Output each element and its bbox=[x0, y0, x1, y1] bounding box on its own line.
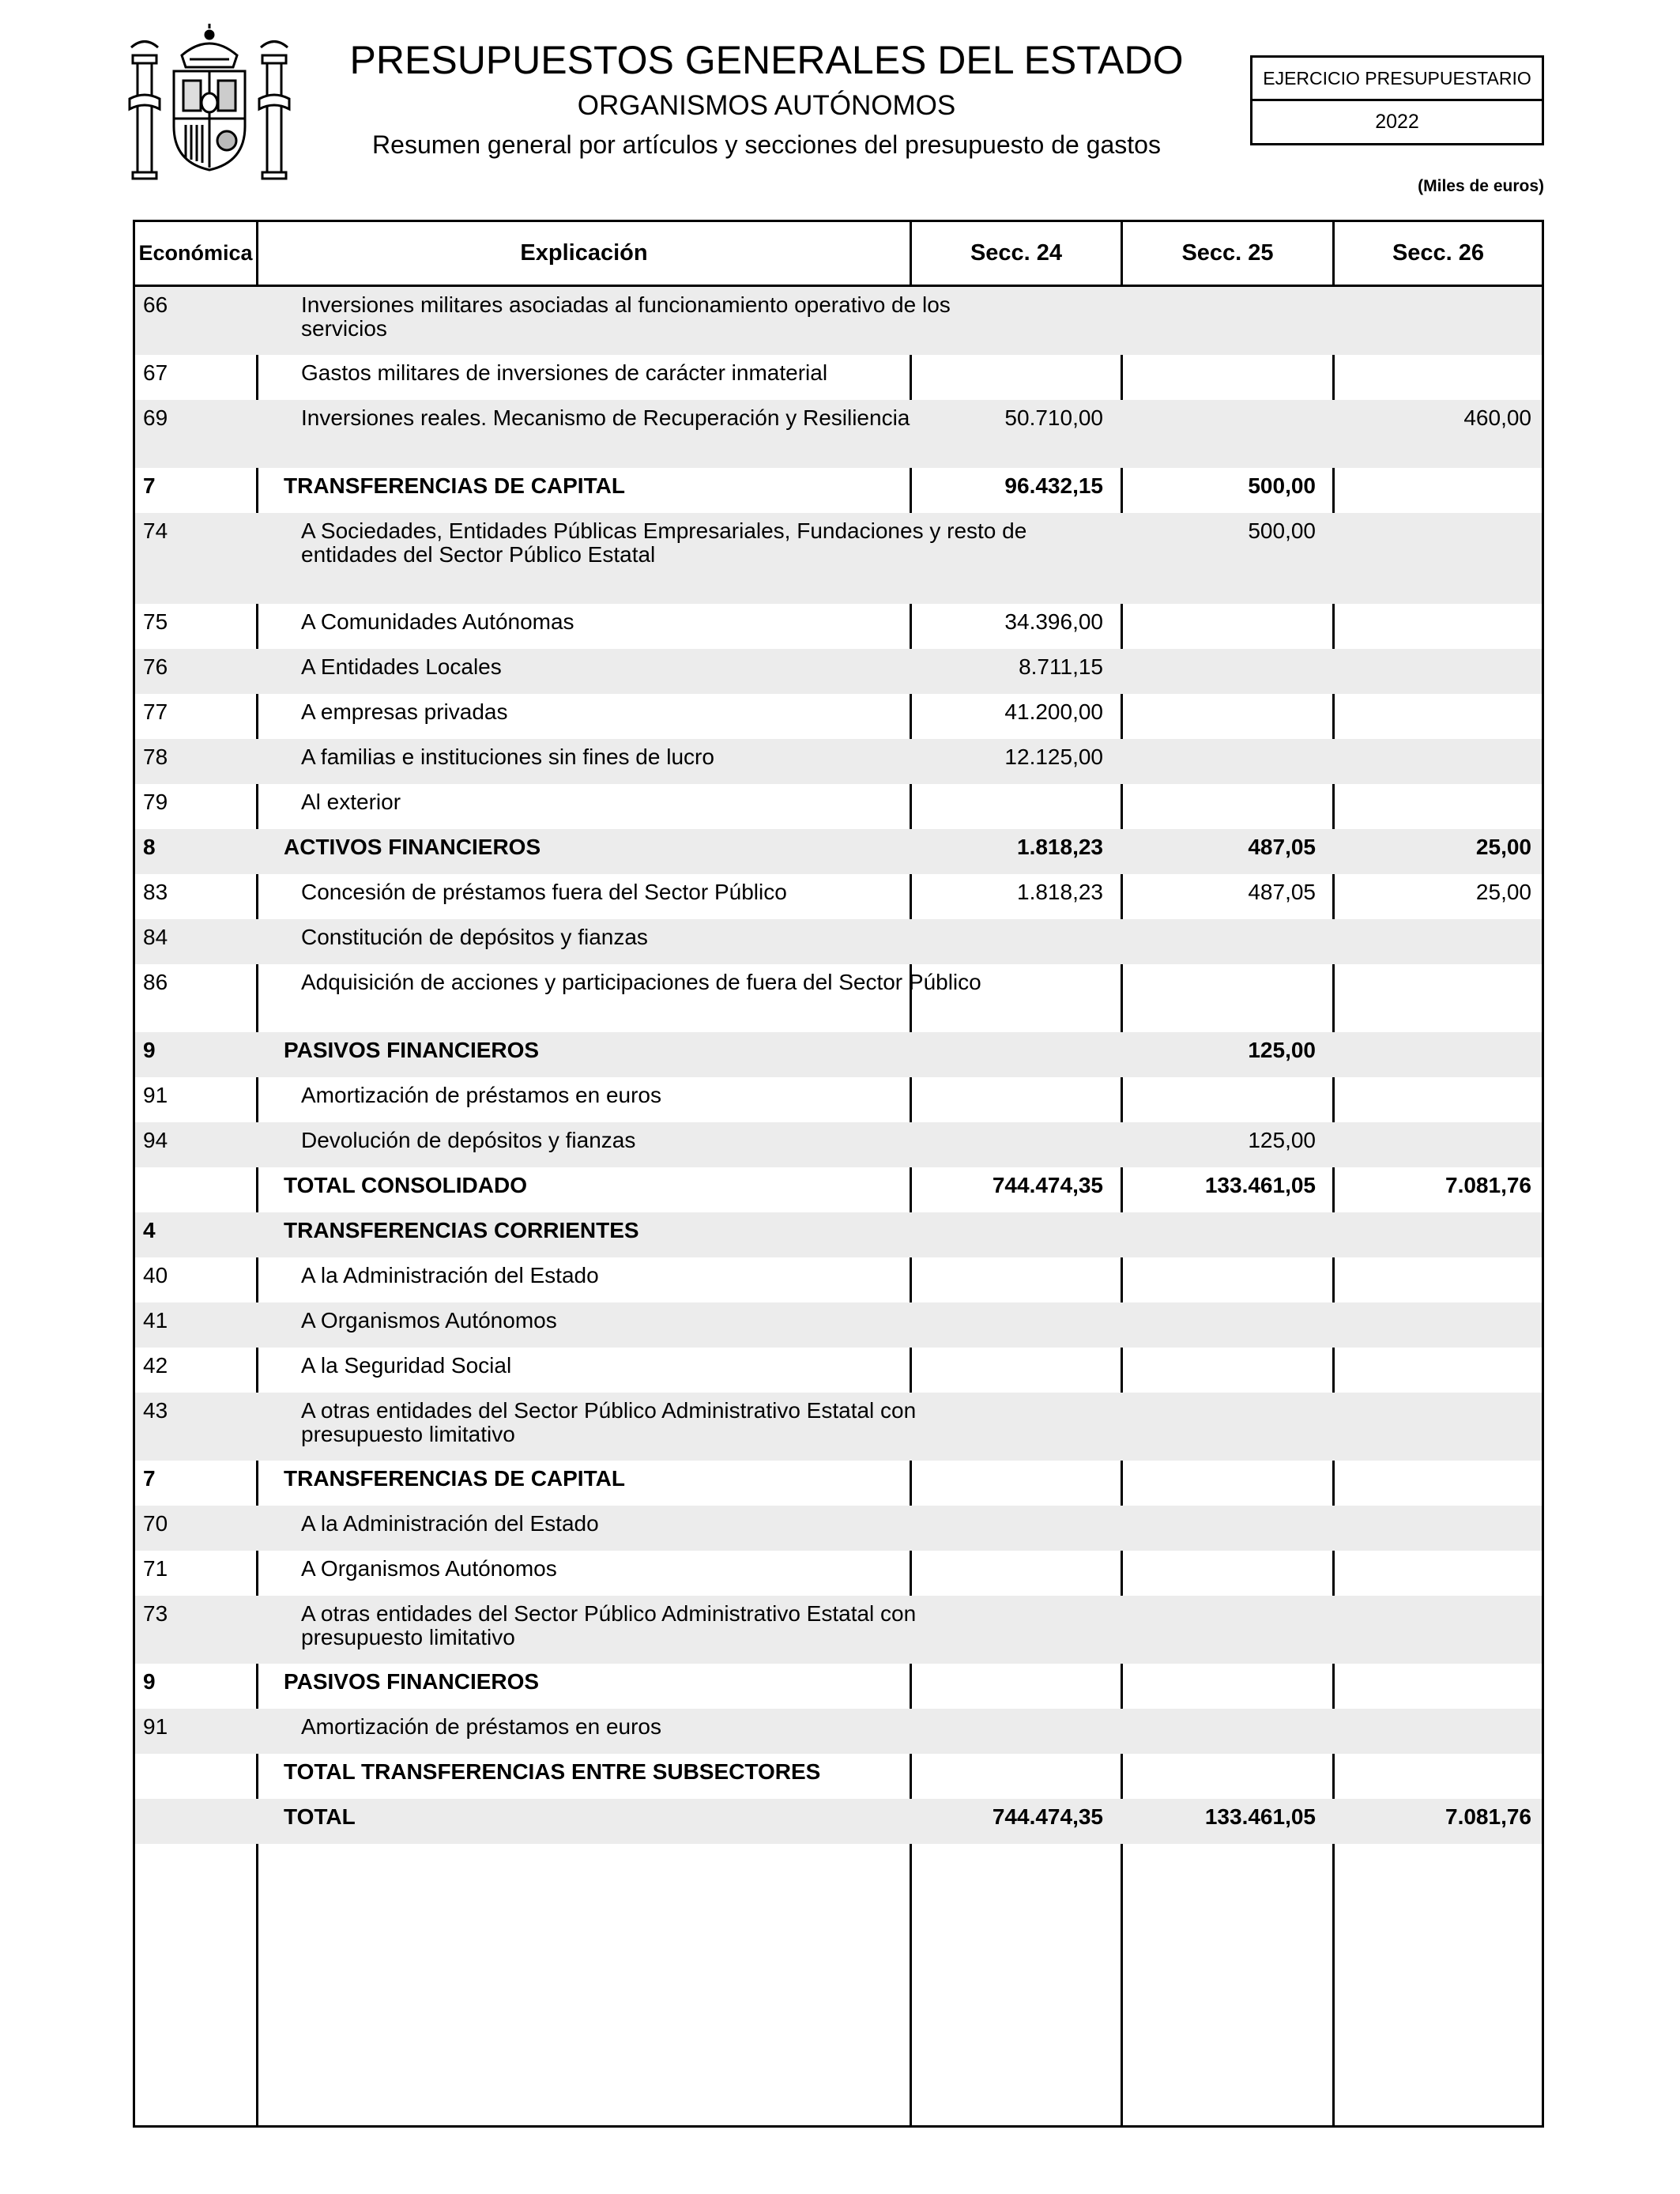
table-row bbox=[135, 400, 1542, 468]
row-explanation: A Sociedades, Entidades Públicas Empresariales, Fundaciones y resto de entidades del Sector Público Estatal bbox=[301, 518, 1027, 567]
row-explanation: PASIVOS FINANCIEROS bbox=[284, 1038, 540, 1062]
units-note: (Miles de euros) bbox=[1418, 177, 1544, 195]
economic-code: 77 bbox=[143, 699, 168, 724]
secc-24-value: 744.474,35 bbox=[992, 1804, 1103, 1829]
page-title: PRESUPUESTOS GENERALES DEL ESTADO bbox=[349, 38, 1184, 82]
row-explanation: Concesión de préstamos fuera del Sector Público bbox=[301, 880, 787, 904]
row-explanation: Amortización de préstamos en euros bbox=[301, 1083, 661, 1107]
fiscal-year-label: EJERCICIO PRESUPUESTARIO bbox=[1252, 58, 1542, 101]
row-explanation: TOTAL CONSOLIDADO bbox=[284, 1173, 527, 1197]
secc-25-value: 133.461,05 bbox=[1204, 1173, 1316, 1197]
table-row bbox=[135, 739, 1542, 784]
table-row bbox=[135, 1077, 1542, 1122]
economic-code: 69 bbox=[143, 405, 168, 430]
economic-code: 94 bbox=[143, 1128, 168, 1152]
row-explanation: A la Administración del Estado bbox=[301, 1263, 599, 1287]
row-explanation: A empresas privadas bbox=[301, 699, 508, 724]
economic-code: 66 bbox=[143, 292, 168, 317]
column-header-secc-25: Secc. 25 bbox=[1181, 240, 1274, 266]
table-row-chapter bbox=[135, 1664, 1542, 1709]
row-explanation: A Comunidades Autónomas bbox=[301, 609, 574, 634]
economic-code: 73 bbox=[143, 1601, 168, 1626]
row-explanation: Adquisición de acciones y participaciones de fuera del Sector Público bbox=[301, 970, 981, 994]
table-row bbox=[135, 1596, 1542, 1664]
table-row-chapter bbox=[135, 1032, 1542, 1077]
economic-code: 84 bbox=[143, 925, 168, 949]
secc-26-value: 7.081,76 bbox=[1445, 1173, 1531, 1197]
table-row bbox=[135, 649, 1542, 694]
table-row bbox=[135, 784, 1542, 829]
secc-25-value: 133.461,05 bbox=[1204, 1804, 1316, 1829]
table-row-grand-total bbox=[135, 1799, 1542, 1844]
table-row bbox=[135, 694, 1542, 739]
table-row bbox=[135, 1302, 1542, 1348]
row-explanation: TRANSFERENCIAS DE CAPITAL bbox=[284, 1466, 625, 1491]
row-explanation: Devolución de depósitos y fianzas bbox=[301, 1128, 636, 1152]
row-explanation: Al exterior bbox=[301, 790, 401, 814]
economic-code: 71 bbox=[143, 1556, 168, 1581]
economic-code: 91 bbox=[143, 1714, 168, 1739]
row-explanation: TOTAL TRANSFERENCIAS ENTRE SUBSECTORES bbox=[284, 1759, 821, 1784]
economic-code: 91 bbox=[143, 1083, 168, 1107]
secc-26-value: 7.081,76 bbox=[1445, 1804, 1531, 1829]
table-row bbox=[135, 287, 1542, 355]
table-row bbox=[135, 1122, 1542, 1167]
table-row-total bbox=[135, 1754, 1542, 1799]
economic-code: 83 bbox=[143, 880, 168, 904]
secc-26-value: 25,00 bbox=[1475, 835, 1531, 859]
secc-25-value: 500,00 bbox=[1248, 518, 1316, 543]
page-subtitle: ORGANISMOS AUTÓNOMOS bbox=[577, 90, 956, 121]
table-row-chapter bbox=[135, 1461, 1542, 1506]
table-row bbox=[135, 1257, 1542, 1302]
economic-code: 70 bbox=[143, 1511, 168, 1536]
secc-24-value: 8.711,15 bbox=[1019, 654, 1103, 679]
secc-24-value: 96.432,15 bbox=[1004, 473, 1103, 498]
column-header-economica: Económica bbox=[138, 241, 253, 265]
economic-code: 75 bbox=[143, 609, 168, 634]
column-header-secc-26: Secc. 26 bbox=[1392, 240, 1485, 266]
column-header-explicacion: Explicación bbox=[520, 240, 648, 266]
table-row bbox=[135, 1506, 1542, 1551]
economic-code: 79 bbox=[143, 790, 168, 814]
table-row bbox=[135, 1348, 1542, 1393]
row-explanation: Gastos militares de inversiones de carácter inmaterial bbox=[301, 360, 828, 385]
economic-code: 43 bbox=[143, 1398, 168, 1423]
table-row bbox=[135, 919, 1542, 964]
economic-code: 67 bbox=[143, 360, 168, 385]
secc-25-value: 125,00 bbox=[1248, 1128, 1316, 1152]
row-explanation: A familias e instituciones sin fines de lucro bbox=[301, 745, 714, 769]
row-explanation: A la Administración del Estado bbox=[301, 1511, 599, 1536]
row-explanation: TRANSFERENCIAS DE CAPITAL bbox=[284, 473, 625, 498]
table-row-total bbox=[135, 1167, 1542, 1212]
row-explanation: A otras entidades del Sector Público Administrativo Estatal con presupuesto limitativo bbox=[301, 1601, 917, 1649]
row-explanation: A otras entidades del Sector Público Administrativo Estatal con presupuesto limitativo bbox=[301, 1398, 917, 1446]
table-row bbox=[135, 1551, 1542, 1596]
secc-26-value: 25,00 bbox=[1475, 880, 1531, 904]
row-explanation: TOTAL bbox=[284, 1804, 356, 1829]
table-row-chapter bbox=[135, 829, 1542, 874]
row-explanation: A Entidades Locales bbox=[301, 654, 502, 679]
secc-24-value: 1.818,23 bbox=[1017, 835, 1103, 859]
economic-code: 41 bbox=[143, 1308, 168, 1333]
economic-code: 76 bbox=[143, 654, 168, 679]
economic-code: 78 bbox=[143, 745, 168, 769]
row-explanation: Inversiones militares asociadas al funcionamiento operativo de los servicios bbox=[301, 292, 951, 341]
page-description: Resumen general por artículos y secciones del presupuesto de gastos bbox=[372, 130, 1161, 159]
economic-code: 7 bbox=[143, 1466, 156, 1491]
economic-code: 7 bbox=[143, 473, 156, 498]
secc-25-value: 125,00 bbox=[1248, 1038, 1316, 1062]
secc-25-value: 500,00 bbox=[1248, 473, 1316, 498]
row-explanation: Amortización de préstamos en euros bbox=[301, 1714, 661, 1739]
budget-table-body bbox=[135, 287, 1542, 1844]
row-explanation: A Organismos Autónomos bbox=[301, 1556, 557, 1581]
table-row bbox=[135, 1393, 1542, 1461]
economic-code: 9 bbox=[143, 1038, 156, 1062]
secc-24-value: 50.710,00 bbox=[1004, 405, 1103, 430]
economic-code: 42 bbox=[143, 1353, 168, 1378]
table-row bbox=[135, 874, 1542, 919]
fiscal-year-box bbox=[1250, 55, 1544, 145]
row-explanation: ACTIVOS FINANCIEROS bbox=[284, 835, 541, 859]
economic-code: 9 bbox=[143, 1669, 156, 1694]
secc-25-value: 487,05 bbox=[1248, 880, 1316, 904]
secc-24-value: 1.818,23 bbox=[1017, 880, 1103, 904]
table-row bbox=[135, 513, 1542, 604]
row-explanation: TRANSFERENCIAS CORRIENTES bbox=[284, 1218, 639, 1242]
table-row-chapter bbox=[135, 1212, 1542, 1257]
secc-24-value: 744.474,35 bbox=[992, 1173, 1103, 1197]
secc-24-value: 12.125,00 bbox=[1004, 745, 1103, 769]
table-row bbox=[135, 604, 1542, 649]
economic-code: 4 bbox=[143, 1218, 156, 1242]
row-explanation: Constitución de depósitos y fianzas bbox=[301, 925, 648, 949]
row-explanation: A Organismos Autónomos bbox=[301, 1308, 557, 1333]
table-row-chapter bbox=[135, 468, 1542, 513]
row-explanation: Inversiones reales. Mecanismo de Recuperación y Resiliencia bbox=[301, 405, 910, 430]
secc-24-value: 41.200,00 bbox=[1004, 699, 1103, 724]
table-row bbox=[135, 964, 1542, 1032]
table-row bbox=[135, 1709, 1542, 1754]
economic-code: 8 bbox=[143, 835, 156, 859]
column-header-secc-24: Secc. 24 bbox=[970, 240, 1063, 266]
fiscal-year-value: 2022 bbox=[1375, 111, 1419, 133]
economic-code: 40 bbox=[143, 1263, 168, 1287]
row-explanation: PASIVOS FINANCIEROS bbox=[284, 1669, 540, 1694]
economic-code: 86 bbox=[143, 970, 168, 994]
secc-25-value: 487,05 bbox=[1248, 835, 1316, 859]
secc-26-value: 460,00 bbox=[1463, 405, 1531, 430]
row-explanation: A la Seguridad Social bbox=[301, 1353, 512, 1378]
economic-code: 74 bbox=[143, 518, 168, 543]
secc-24-value: 34.396,00 bbox=[1004, 609, 1103, 634]
table-row bbox=[135, 355, 1542, 400]
